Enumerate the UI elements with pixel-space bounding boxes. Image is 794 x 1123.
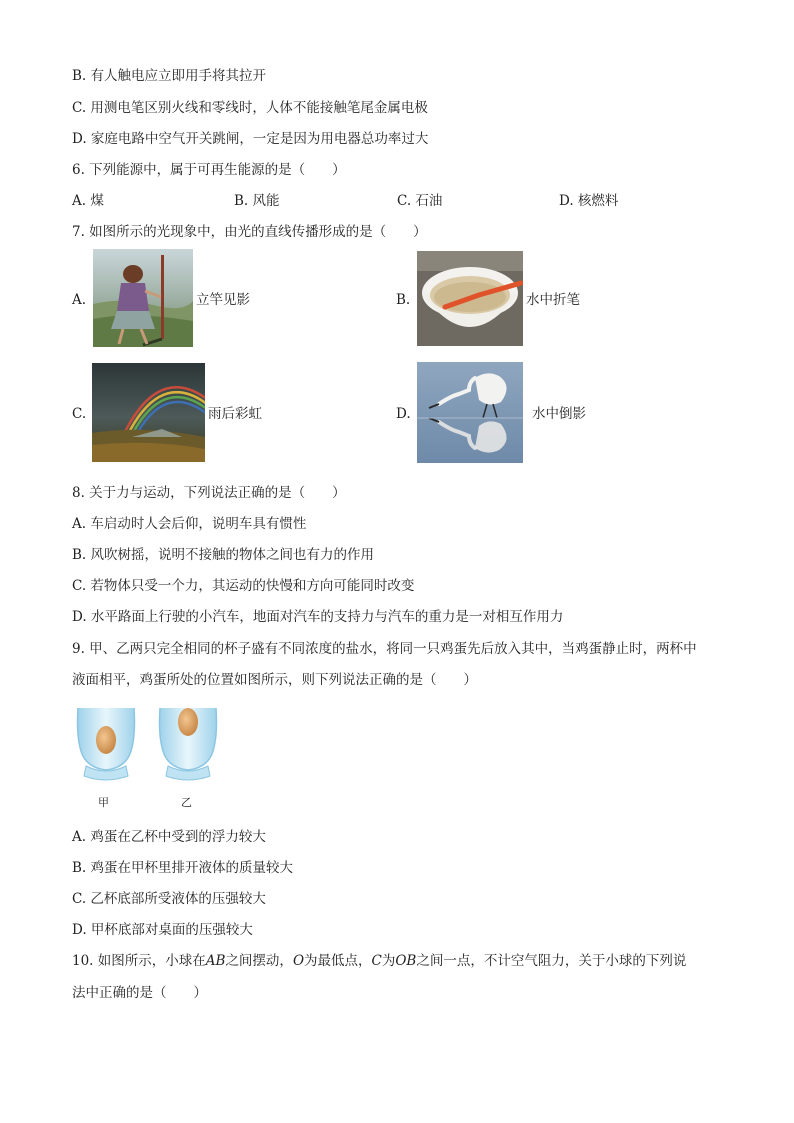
q7-option-d-caption: 水中倒影 [532, 406, 586, 422]
q7-stem: 7. 如图所示的光现象中，由光的直线传播形成的是（ ） [72, 224, 427, 240]
q7-option-b-letter: B. [396, 292, 411, 308]
q6-option-b: B. 风能 [234, 193, 280, 209]
q8-option-a: A. 车启动时人会后仰，说明车具有惯性 [72, 516, 307, 532]
q5-option-b: B. 有人触电应立即用手将其拉开 [72, 68, 267, 84]
q6-option-c: C. 石油 [397, 193, 443, 209]
q6-stem: 6. 下列能源中，属于可再生能源的是（ ） [72, 162, 346, 178]
q5-option-d: D. 家庭电路中空气开关跳闸，一定是因为用电器总功率过大 [72, 131, 429, 147]
rainbow-image [92, 363, 205, 462]
q7-option-c-letter: C. [72, 406, 87, 422]
q9-option-d: D. 甲杯底部对桌面的压强较大 [72, 922, 253, 938]
q9-option-b: B. 鸡蛋在甲杯里排开液体的质量较大 [72, 860, 294, 876]
q9-option-c: C. 乙杯底部所受液体的压强较大 [72, 891, 266, 907]
q10-stem-line1: 10. 如图所示，小球在AB之间摆动，O为最低点，C为OB之间一点，不计空气阻力，关于小球的下列说 [72, 953, 687, 969]
q7-option-a-letter: A. [72, 292, 87, 308]
q8-option-b: B. 风吹树摇，说明不接触的物体之间也有力的作用 [72, 547, 375, 563]
q8-stem: 8. 关于力与运动，下列说法正确的是（ ） [72, 485, 346, 501]
heron-reflection-image [417, 362, 523, 463]
q6-option-a: A. 煤 [72, 193, 104, 209]
q7-option-d-letter: D. [396, 406, 411, 422]
q8-option-d: D. 水平路面上行驶的小汽车，地面对汽车的支持力与汽车的重力是一对相互作用力 [72, 609, 564, 625]
q10-stem-line2: 法中正确的是（ ） [72, 985, 207, 1001]
pole-shadow-image [93, 249, 193, 347]
q9-option-a: A. 鸡蛋在乙杯中受到的浮力较大 [72, 829, 266, 845]
bent-pencil-image [417, 251, 523, 346]
q5-option-c: C. 用测电笔区别火线和零线时，人体不能接触笔尾金属电极 [72, 100, 428, 116]
q7-option-c-caption: 雨后彩虹 [208, 406, 262, 422]
egg-cups-figure [72, 702, 222, 784]
q7-option-b-caption: 水中折笔 [526, 292, 580, 308]
q6-option-d: D. 核燃料 [559, 193, 619, 209]
q8-option-c: C. 若物体只受一个力，其运动的快慢和方向可能同时改变 [72, 578, 415, 594]
q9-stem-line1: 9. 甲、乙两只完全相同的杯子盛有不同浓度的盐水，将同一只鸡蛋先后放入其中，当鸡蛋静止时，两杯中 [72, 641, 697, 657]
cup-label-yi: 乙 [181, 796, 192, 809]
cup-label-jia: 甲 [98, 796, 109, 809]
q7-option-a-caption: 立竿见影 [196, 292, 250, 308]
q9-stem-line2: 液面相平，鸡蛋所处的位置如图所示，则下列说法正确的是（ ） [72, 672, 477, 688]
